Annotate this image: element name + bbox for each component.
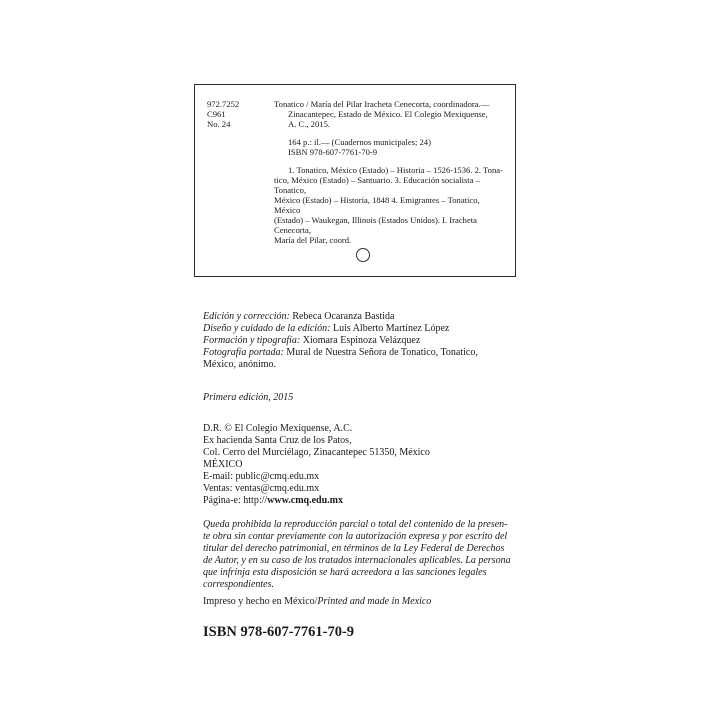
subject-line: (Estado) – Waukegan, Illinois (Estados Unidos). I. Iracheta Cenecorta, bbox=[274, 215, 477, 235]
publisher-info bbox=[203, 423, 430, 507]
main-entry bbox=[274, 99, 504, 129]
credit-continuation: México, anónimo. bbox=[203, 359, 277, 370]
legal-line: te obra sin contar previamente con la autorización expresa y por escrito del bbox=[203, 531, 508, 542]
credit-role: Diseño y cuidado de la edición: bbox=[203, 323, 331, 334]
card-punch-hole bbox=[356, 248, 370, 262]
credit-name: Xiomara Espinoza Velázquez bbox=[302, 335, 421, 346]
website-label: Página-e: http:// bbox=[203, 495, 268, 506]
credit-line bbox=[203, 311, 523, 323]
publisher-line: MÉXICO bbox=[203, 459, 243, 470]
edition-statement: Primera edición, 2015 bbox=[203, 392, 294, 403]
subject-line: María del Pilar, coord. bbox=[274, 235, 352, 245]
printed-english: Printed and made in Mexico bbox=[317, 596, 432, 607]
physical-description bbox=[274, 137, 504, 157]
printed-spanish: Impreso y hecho en México/ bbox=[203, 596, 318, 607]
physical-line: ISBN 978-607-7761-70-9 bbox=[288, 147, 378, 157]
publisher-line: D.R. © El Colegio Mexiquense, A.C. bbox=[203, 423, 353, 434]
legal-line: que infrinja esta disposición se hará acreedora a las sanciones legales bbox=[203, 567, 487, 578]
subject-line: tico, México (Estado) – Santuario. 3. Educación socialista – Tonatico, bbox=[274, 175, 480, 195]
subject-line: México (Estado) – Historia, 1848 4. Emigrantes – Tonatico, México bbox=[274, 195, 480, 215]
publisher-email: E-mail: public@cmq.edu.mx bbox=[203, 471, 320, 482]
main-entry-line: Zinacantepec, Estado de México. El Colegio Mexiquense, bbox=[288, 109, 488, 119]
physical-line: 164 p.: il.— (Cuadernos municipales; 24) bbox=[288, 137, 431, 147]
catalog-entry bbox=[274, 99, 504, 253]
legal-line: correspondientes. bbox=[203, 579, 275, 590]
catalog-card bbox=[194, 84, 516, 277]
publisher-sales-email: Ventas: ventas@cmq.edu.mx bbox=[203, 483, 320, 494]
credit-line bbox=[203, 323, 523, 335]
legal-line: de Autor, y en su caso de los tratados internacionales aplicables. La persona bbox=[203, 555, 511, 566]
credit-line bbox=[203, 347, 523, 359]
credit-role: Fotografía portada: bbox=[203, 347, 284, 358]
website-url: www.cmq.edu.mx bbox=[267, 495, 343, 506]
credit-name: Rebeca Ocaranza Bastida bbox=[292, 311, 395, 322]
credit-line bbox=[203, 335, 523, 347]
credit-name: Mural de Nuestra Señora de Tonatico, Tonatico, bbox=[286, 347, 478, 358]
publisher-line: Ex hacienda Santa Cruz de los Patos, bbox=[203, 435, 352, 446]
isbn-footer: ISBN 978-607-7761-70-9 bbox=[203, 624, 355, 640]
subject-headings bbox=[274, 165, 504, 245]
main-entry-line: Tonatico / María del Pilar Iracheta Cenecorta, coordinadora.— bbox=[274, 99, 490, 109]
legal-notice bbox=[203, 519, 528, 591]
credit-role: Edición y corrección: bbox=[203, 311, 290, 322]
main-entry-line: A. C., 2015. bbox=[288, 119, 331, 129]
call-number-line: 972.7252 bbox=[207, 99, 240, 109]
credits bbox=[203, 311, 523, 371]
credit-role: Formación y tipografía: bbox=[203, 335, 301, 346]
printed-in bbox=[203, 596, 431, 608]
call-number bbox=[207, 99, 239, 129]
publisher-line: Col. Cerro del Murciélago, Zinacantepec 51350, México bbox=[203, 447, 430, 458]
call-number-line: No. 24 bbox=[207, 119, 231, 129]
legal-line: titular del derecho patrimonial, en términos de la Ley Federal de Derechos bbox=[203, 543, 505, 554]
subject-line: 1. Tonatico, México (Estado) – Historia – 1526-1536. 2. Tona- bbox=[288, 165, 503, 175]
call-number-line: C961 bbox=[207, 109, 226, 119]
legal-line: Queda prohibida la reproducción parcial o total del contenido de la presen- bbox=[203, 519, 508, 530]
publisher-website bbox=[203, 495, 430, 507]
credit-name: Luis Alberto Martínez López bbox=[332, 323, 450, 334]
